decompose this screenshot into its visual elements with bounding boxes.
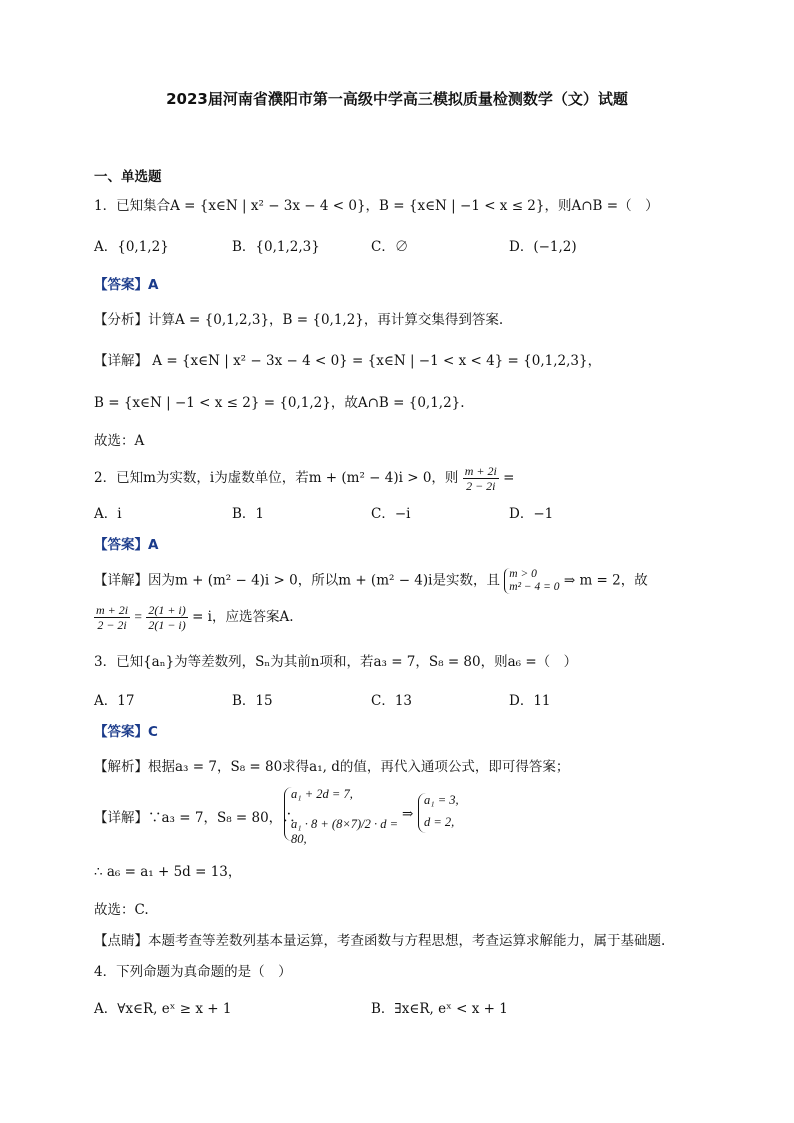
q2-detail-line2: $\frac{m + 2i}{2 - 2i}$ = $\frac{2(1 + i)}{2(1 - i)}$ = i，应选答案A. xyxy=(96,603,294,632)
q1-stem: 1．已知集合A = {x∈N | x² − 3x − 4 < 0}，B = {x∈N | −1 < x ≤ 2}，则A∩B =（ ） xyxy=(94,198,659,214)
q2-option-c: C．−i xyxy=(371,506,411,522)
q2-stem xyxy=(94,464,514,493)
q4-option-a: A．∀x∈R, eˣ ≥ x + 1 xyxy=(94,1001,232,1017)
q2-condition-2: m² − 4 = 0 xyxy=(509,581,560,593)
q2-option-b: B．1 xyxy=(232,506,265,522)
q2-detail-line1 xyxy=(94,568,648,594)
q3-result: ∴ a₆ = a₁ + 5d = 13， xyxy=(94,864,242,880)
q2-stem-fraction xyxy=(463,464,499,493)
q2-frac1-den: 2 − 2i xyxy=(97,618,127,632)
q3-implies-arrow: ⇒ xyxy=(402,806,414,821)
q2-stem-end: = xyxy=(503,470,515,486)
q2-stem-text: 2．已知m为实数，i为虚数单位，若m + (m² − 4)i > 0，则 xyxy=(94,470,459,486)
q2-frac2-den: 2(1 − i) xyxy=(148,618,186,632)
q2-option-d: D．−1 xyxy=(509,506,554,522)
q2-detail-text: 【详解】因为m + (m² − 4)i > 0，所以m + (m² − 4)i是实数，且 xyxy=(94,572,500,589)
q3-sol-2: d = 2, xyxy=(424,815,455,829)
q3-eq-1: a₁ + 2d = 7, xyxy=(291,787,353,801)
q2-stem-frac-den: 2 − 2i xyxy=(466,479,496,493)
q3-option-c: C．13 xyxy=(371,693,413,709)
q3-option-d: D．11 xyxy=(509,693,551,709)
q2-frac1-num: m + 2i xyxy=(96,603,129,617)
q4-stem: 4．下列命题为真命题的是（ ） xyxy=(94,964,292,980)
q3-option-a: A．17 xyxy=(94,693,135,709)
q2-condition-1: m > 0 xyxy=(509,568,537,580)
q3-detail-prefix: 【详解】∵a₃ = 7，S₈ = 80，∴ xyxy=(94,810,296,826)
q1-option-b: B．{0,1,2,3} xyxy=(232,239,320,255)
q4-option-b: B．∃x∈R, eˣ < x + 1 xyxy=(371,1001,508,1017)
q2-detail-end: ⇒ m = 2，故 xyxy=(563,572,648,589)
q1-option-d: D．(−1,2) xyxy=(509,239,577,255)
q3-system-1 xyxy=(284,787,405,846)
q2-frac2-num: 2(1 + i) xyxy=(148,603,186,617)
q2-option-a: A．i xyxy=(94,506,122,522)
q3-system-2 xyxy=(418,793,479,833)
q1-option-a: A．{0,1,2} xyxy=(94,239,169,255)
q1-option-c: C．∅ xyxy=(371,239,409,255)
q1-answer: 【答案】A xyxy=(94,277,159,293)
q3-comment: 【点睛】本题考查等差数列基本量运算，考查函数与方程思想，考查运算求解能力，属于基础题. xyxy=(94,933,666,949)
q3-option-b: B．15 xyxy=(232,693,273,709)
q3-sol-1: a₁ = 3, xyxy=(424,793,459,807)
q3-eq-2: a₁ · 8 + (8×7)/2 · d = 80, xyxy=(291,817,399,846)
q2-frac-2 xyxy=(146,603,187,632)
q2-detail2-end: = i，应选答案A. xyxy=(192,609,294,625)
q2-frac-1 xyxy=(94,603,130,632)
q1-conclusion: 故选：A xyxy=(94,433,145,449)
q3-stem: 3．已知{aₙ}为等差数列，Sₙ为其前n项和，若a₃ = 7，S₈ = 80，则a₆ =（ ） xyxy=(94,654,578,670)
q3-answer: 【答案】C xyxy=(94,724,158,740)
q2-answer: 【答案】A xyxy=(94,537,159,553)
q2-condition-system xyxy=(504,568,559,594)
q2-stem-frac-num: m + 2i xyxy=(464,464,497,478)
section-heading: 一、单选题 xyxy=(94,169,162,185)
q1-detail-line2: B = {x∈N | −1 < x ≤ 2} = {0,1,2}，故A∩B = {0,1,2}. xyxy=(94,395,465,411)
q1-analysis: 【分析】计算A = {0,1,2,3}，B = {0,1,2}，再计算交集得到答案. xyxy=(94,312,504,328)
page-title: 2023届河南省濮阳市第一高级中学高三模拟质量检测数学（文）试题 xyxy=(166,90,628,108)
q3-analysis: 【解析】根据a₃ = 7，S₈ = 80求得a₁, d的值，再代入通项公式，即可得答案； xyxy=(94,759,570,775)
q1-detail-line1: 【详解】 A = {x∈N | x² − 3x − 4 < 0} = {x∈N | −1 < x < 4} = {0,1,2,3}， xyxy=(94,353,602,369)
q3-conclusion: 故选：C. xyxy=(94,902,149,918)
